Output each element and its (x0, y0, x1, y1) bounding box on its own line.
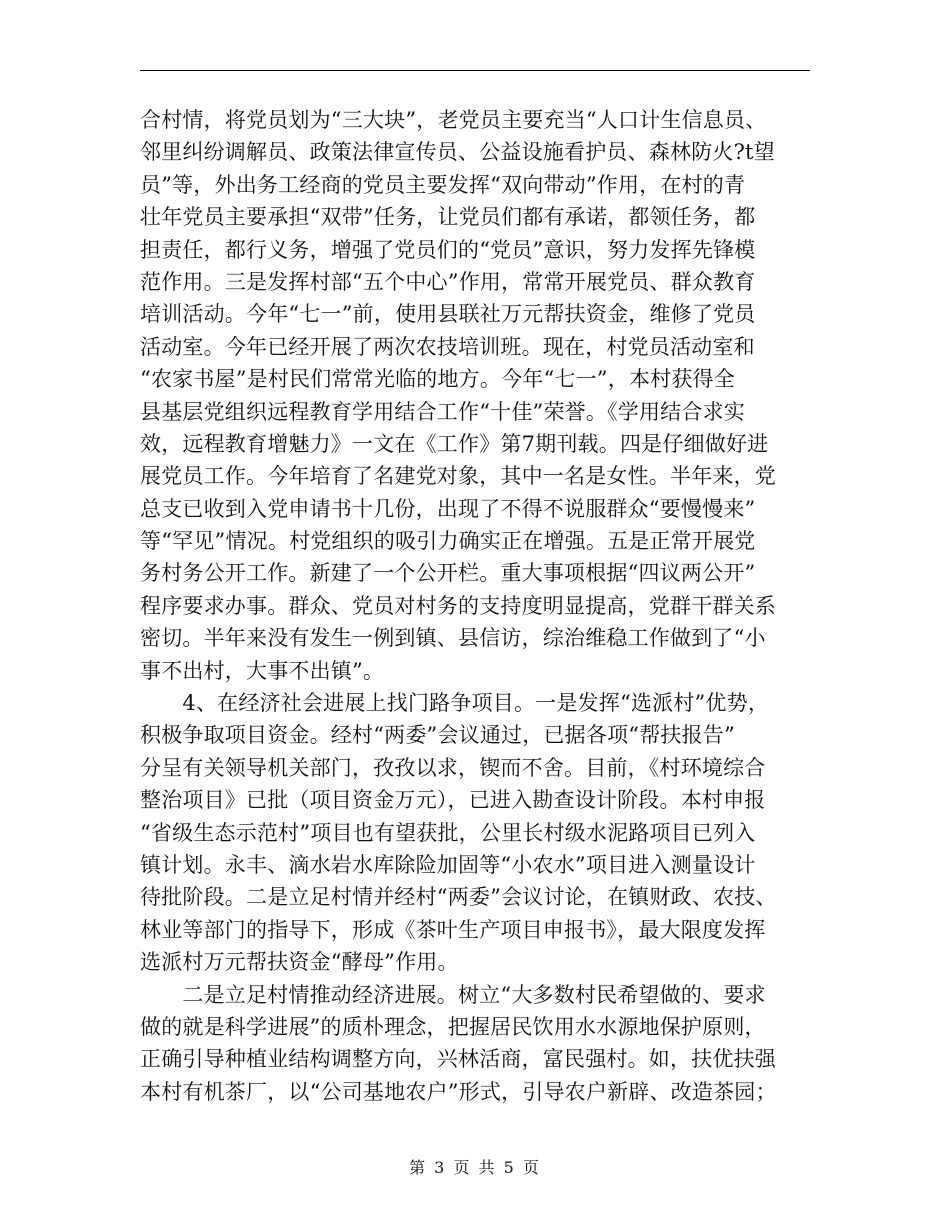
text-line: 4、在经济社会进展上找门路争项目。一是发挥“选派村”优势， (140, 691, 770, 716)
text-line: 范作用。三是发挥村部“五个中心”作用，常常开展党员、群众教育 (140, 269, 756, 294)
header-rule (140, 70, 810, 71)
text-line: 密切。半年来没有发生一例到镇、县信访，综治维稳工作做到了“小 (140, 626, 766, 651)
text-line: 展党员工作。今年培育了名建党对象，其中一名是女性。半年来，党 (140, 464, 776, 489)
text-line: “农家书屋”是村民们常常光临的地方。今年“七一”，本村获得全 (140, 367, 735, 392)
text-line: 整治项目》已批（项目资金万元），已进入勘查设计阶段。本村申报 (140, 788, 766, 813)
text-line: 邻里纠纷调解员、政策法律宣传员、公益设施看护员、森林防火?t望 (140, 140, 775, 165)
text-line: 县基层党组织远程教育学用结合工作“十佳”荣誉。《学用结合求实 (140, 399, 745, 424)
text-line: 效，远程教育增魅力》一文在《工作》第7期刊载。四是仔细做好进 (140, 431, 769, 456)
text-line: 活动室。今年已经开展了两次农技培训班。现在，村党员活动室和 (140, 334, 755, 359)
page-number-footer: 第 3 页 共 5 页 (409, 1158, 541, 1177)
text-line: 二是立足村情推动经济进展。树立“大多数村民希望做的、要求 (140, 982, 766, 1007)
text-line: 镇计划。永丰、滴水岩水库除险加固等“小农水”项目进入测量设计 (140, 852, 756, 877)
text-line: 本村有机茶厂，以“公司基地农户”形式，引导农户新辟、改造茶园； (140, 1079, 777, 1104)
text-line: 分呈有关领导机关部门，孜孜以求，锲而不舍。目前，《村环境综合 (140, 755, 766, 780)
text-line: 务村务公开工作。新建了一个公开栏。重大事项根据“四议两公开” (140, 561, 756, 586)
text-line: 正确引导种植业结构调整方向，兴林活商，富民强村。如，扶优扶强 (140, 1047, 776, 1072)
text-line: “省级生态示范村”项目也有望获批，公里长村级水泥路项目已列入 (140, 820, 756, 845)
text-line: 选派村万元帮扶资金“酵母”作用。 (140, 950, 459, 975)
text-line: 壮年党员主要承担“双带”任务，让党员们都有承诺，都领任务，都 (140, 205, 756, 230)
text-line: 总支已收到入党申请书十几份，出现了不得不说服群众“要慢慢来” (140, 496, 756, 521)
text-line: 培训活动。今年“七一”前，使用县联社万元帮扶资金，维修了党员 (140, 302, 756, 327)
text-line: 担责任，都行义务，增强了党员们的“党员”意识，努力发挥先锋模 (140, 237, 756, 262)
text-line: 做的就是科学进展”的质朴理念，把握居民饮用水水源地保护原则， (140, 1014, 766, 1039)
text-line: 等“罕见”情况。村党组织的吸引力确实正在增强。五是正常开展党 (140, 529, 756, 554)
text-line: 程序要求办事。群众、党员对村务的支持度明显提高，党群干群关系 (140, 593, 776, 618)
text-line: 积极争取项目资金。经村“两委”会议通过，已据各项“帮扶报告” (140, 723, 735, 748)
text-line: 事不出村，大事不出镇”。 (140, 658, 385, 683)
text-line: 待批阶段。二是立足村情并经村“两委”会议讨论，在镇财政、农技、 (140, 885, 777, 910)
text-line: 员”等，外出务工经商的党员主要发挥“双向带动”作用，在村的青 (140, 172, 746, 197)
text-line: 合村情，将党员划为“三大块”，老党员主要充当“人口计生信息员、 (140, 108, 767, 132)
document-body (140, 104, 820, 1108)
text-line: 林业等部门的指导下，形成《茶叶生产项目申报书》，最大限度发挥 (140, 917, 766, 942)
